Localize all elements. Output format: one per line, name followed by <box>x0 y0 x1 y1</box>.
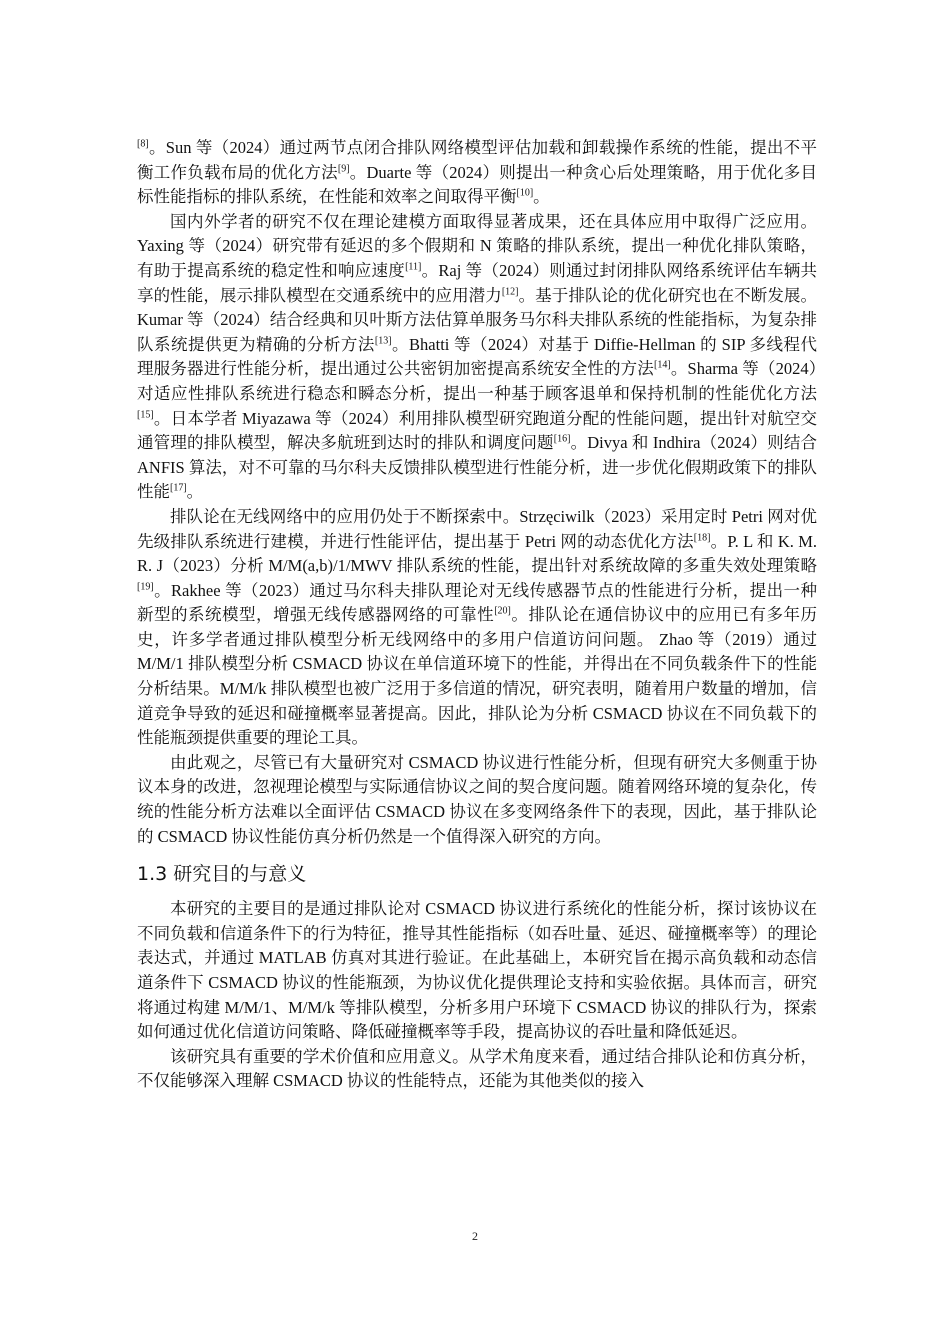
paragraph <box>137 751 817 849</box>
section-heading: 1.3 研究目的与意义 <box>137 863 307 886</box>
page-number: 2 <box>472 1229 478 1243</box>
text-run: 国内外学者的研究不仅在理论建模方面取得显著成果，还在具体应用中取得广泛应用。Yaxing 等（2024）研究带有延迟的多个假期和 N 策略的排队系统，提出一种优化排队策略，有助于提高系统的稳定性和响应速度 <box>137 211 817 280</box>
text-run: 。基于排队论的优化研究也在不断发展。Kumar 等（2024）结合经典和贝叶斯方法估算单服务马尔科夫排队系统的性能指标，为复杂排队系统提供更为精确的分析方法 <box>137 285 818 354</box>
citation-reference: [14] <box>654 359 671 371</box>
paragraphs-after-heading <box>137 897 817 1094</box>
citation-reference: [19] <box>137 581 154 593</box>
citation-reference: [20] <box>494 605 511 617</box>
text-run: 。 <box>186 482 204 502</box>
paragraph <box>137 1045 817 1094</box>
citation-reference: [16] <box>553 433 571 445</box>
text-run: 。Sun 等（2024）通过两节点闭合排队网络模型评估加载和卸载操作系统的性能，提出不平衡工作负载布局的优化方法 <box>137 138 817 182</box>
text-run: 。 <box>533 187 550 207</box>
text-run: 。Duarte 等（2024）则提出一种贪心后处理策略，用于优化多目标性能指标的排队系统，在性能和效率之间取得平衡 <box>137 162 817 207</box>
citation-reference: [10] <box>516 187 534 199</box>
paragraph <box>137 136 817 210</box>
citation-reference: [12] <box>501 286 519 298</box>
paragraph <box>137 897 817 1045</box>
citation-reference: [17] <box>170 482 187 494</box>
paragraph <box>137 505 817 751</box>
citation-reference: [15] <box>137 409 154 421</box>
text-run: 该研究具有重要的学术价值和应用意义。从学术角度来看，通过结合排队论和仿真分析，不仅能够深入理解 CSMACD 协议的性能特点，还能为其他类似的接入 <box>137 1046 817 1091</box>
citation-reference: [9] <box>337 163 350 175</box>
text-run: 。日本学者 Miyazawa 等（2024）利用排队模型研究跑道分配的性能问题，提出针对航空交通管理的排队模型，解决多航班到达时的排队和调度问题 <box>137 408 817 453</box>
paragraphs-before-heading <box>137 136 817 849</box>
citation-reference: [18] <box>693 532 711 543</box>
text-run: 本研究的主要目的是通过排队论对 CSMACD 协议进行系统化的性能分析，探讨该协议在不同负载和信道条件下的行为特征，推导其性能指标（如吞吐量、延迟、碰撞概率等）的理论表达式，并通过 MATLAB 仿真对其进行验证。在此基础上，本研究旨在揭示高负载和动态信道条件下 CSMACD 协议的性能瓶颈，为协议优化提供理论支持和实验依据。具体而言，研究将通过构建 M/M/1、M/M/k 等排队模型，分析多用户环境下 CSMACD 协议的排队行为，探索如何通过优化信道访问策略、降低碰撞概率等手段，提高协议的吞吐量和降低延迟。 <box>137 899 817 1042</box>
body-text <box>137 136 817 1094</box>
text-run: 。排队论在通信协议中的应用已有多年历史，许多学者通过排队模型分析无线网络中的多用户信道访问问题。 Zhao 等（2019）通过 M/M/1 排队模型分析 CSMACD 协议在单信道环境下的性能，并得出在不同负载条件下的性能分析结果。M/M/k 排队模型也被广泛用于多信道的情况，研究表明，随着用户数量的增加，信道竞争导致的延迟和碰撞概率显著提高。因此，排队论为分析 CSMACD 协议在不同负载下的性能瓶颈提供重要的理论工具。 <box>137 605 818 748</box>
paragraph <box>137 210 817 505</box>
citation-reference: [8] <box>137 138 149 150</box>
text-run: 。Sharma 等（2024）对适应性排队系统进行稳态和瞬态分析，提出一种基于顾客退单和保持机制的性能优化方法 <box>137 359 818 403</box>
text-run: 。Raj 等（2024）则通过封闭排队网络系统评估车辆共享的性能，展示排队模型在交通系统中的应用潜力 <box>137 260 818 305</box>
text-run: 。P. L 和 K. M. R. J（2023）分析 M/M(a,b)/1/MWV 排队系统的性能，提出针对系统故障的多重失效处理策略 <box>137 531 817 576</box>
text-run: 排队论在无线网络中的应用仍处于不断探索中。Strzęciwilk（2023）采用定时 Petri 网对优先级排队系统进行建模，并进行性能评估，提出基于 Petri 网的动态优化方法 <box>137 506 817 551</box>
text-run: 。Divya 和 Indhira（2024）则结合 ANFIS 算法，对不可靠的马尔科夫反馈排队模型进行性能分析，进一步优化假期政策下的排队性能 <box>137 433 817 502</box>
text-run: 。Bhatti 等（2024）对基于 Diffie-Hellman 的 SIP 多线程代理服务器进行性能分析，提出通过公共密钥加密提高系统安全性的方法 <box>137 334 818 379</box>
citation-reference: [13] <box>374 335 392 347</box>
text-run: 。Rakhee 等（2023）通过马尔科夫排队理论对无线传感器节点的性能进行分析，提出一种新型的系统模型，增强无线传感器网络的可靠性 <box>137 580 817 625</box>
text-run: 由此观之，尽管已有大量研究对 CSMACD 协议进行性能分析，但现有研究大多侧重于协议本身的改进，忽视理论模型与实际通信协议之间的契合度问题。随着网络环境的复杂化，传统的性能分析方法难以全面评估 CSMACD 协议在多变网络条件下的表现，因此，基于排队论的 CSMACD 协议性能仿真分析仍然是一个值得深入研究的方向。 <box>137 752 817 846</box>
citation-reference: [11] <box>405 261 422 273</box>
